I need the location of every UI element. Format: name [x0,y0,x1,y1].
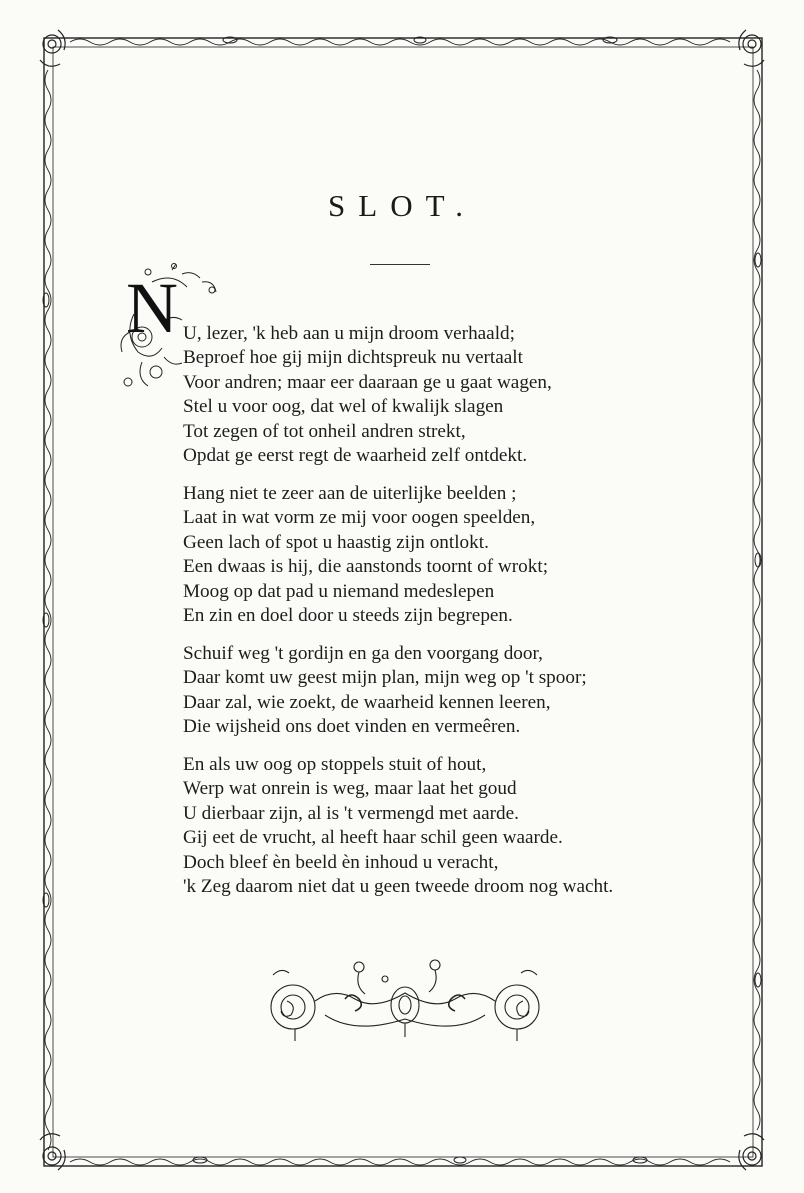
page-title: SLOT. [328,188,476,223]
verse-line: U dierbaar zijn, al is 't vermengd met aarde. [183,802,519,824]
title-divider [370,264,430,265]
verse-line: Tot zegen of tot onheil andren strekt, [183,420,466,442]
drop-cap-letter: N [126,268,178,348]
verse-line: Stel u voor oog, dat wel of kwalijk slagen [183,396,504,418]
verse-line: Hang niet te zeer aan de uiterlijke beelden ; [183,483,517,504]
verse-line: Daar zal, wie zoekt, de waarheid kennen leeren, [183,691,551,713]
verse-line: Werp wat onrein is weg, maar laat het goud [183,778,517,800]
verse-line: Laat in wat vorm ze mij voor oogen speelden, [183,507,536,529]
verse-line: Gij eet de vrucht, al heeft haar schil geen waarde. [183,827,563,849]
verse-line: Moog op dat pad u niemand medeslepen [183,580,495,602]
stanza-2 [183,482,548,628]
verse-line: Voor andren; maar eer daaraan ge u gaat wagen, [183,371,552,393]
verse-line: 'k Zeg daarom niet dat u geen tweede droom nog wacht. [183,875,614,897]
closing-vignette [255,955,555,1045]
stanza-1 [183,322,552,468]
verse-line: Schuif weg 't gordijn en ga den voorgang door, [183,643,543,664]
stanza-3 [183,642,587,740]
verse-line: En als uw oog op stoppels stuit of hout, [183,754,487,775]
verse-line: Beproef hoe gij mijn dichtspreuk nu vertaalt [183,347,523,369]
verse-line: Daar komt uw geest mijn plan, mijn weg op 't spoor; [183,667,587,689]
verse-line: En zin en doel door u steeds zijn begrepen. [183,604,513,626]
verse-line: Geen lach of spot u haastig zijn ontlokt. [183,531,489,553]
verse-line: Doch bleef èn beeld èn inhoud u veracht, [183,851,499,873]
verse-line: Opdat ge eerst regt de waarheid zelf ontdekt. [183,444,528,466]
verse-line: U, lezer, 'k heb aan u mijn droom verhaald; [183,323,515,344]
verse-line: Die wijsheid ons doet vinden en vermeêren. [183,716,521,738]
verse-line: Een dwaas is hij, die aanstonds toornt of wrokt; [183,556,549,578]
stanza-4 [183,753,613,899]
